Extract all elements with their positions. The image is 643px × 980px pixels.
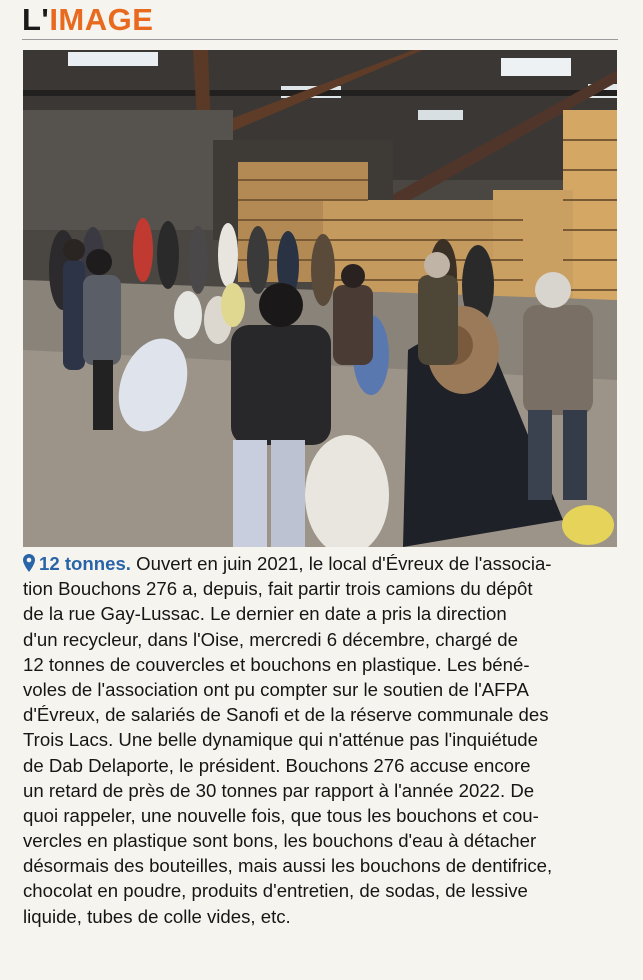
caption-line: liquide, tubes de colle vides, etc. bbox=[23, 905, 291, 927]
caption-line: de la rue Gay-Lussac. Le dernier en date a pris la direction bbox=[23, 603, 507, 625]
section-title-main: IMAGE bbox=[49, 2, 154, 37]
caption-line: chocolat en poudre, produits d'entretien, de sodas, de lessive bbox=[23, 880, 528, 902]
caption-line: Trois Lacs. Une belle dynamique qui n'atténue pas l'inquiétude bbox=[23, 729, 538, 751]
caption-line: de Dab Delaporte, le président. Bouchons 276 accuse encore bbox=[23, 754, 531, 776]
warehouse-scene-illustration bbox=[23, 50, 617, 547]
news-photo bbox=[23, 50, 617, 547]
caption-line: tion Bouchons 276 a, depuis, fait partir trois camions du dépôt bbox=[23, 578, 533, 600]
caption-text: Ouvert en juin 2021, le local d'Évreux de l'associa- bbox=[130, 553, 552, 574]
caption-line: 12 tonnes de couvercles et bouchons en plastique. Les béné- bbox=[23, 653, 530, 675]
section-title-prefix: L' bbox=[22, 2, 50, 37]
caption-line: voles de l'association ont pu compter sur le soutien de l'AFPA bbox=[23, 678, 529, 700]
caption-line bbox=[23, 551, 621, 576]
caption-line: quoi rappeler, une nouvelle fois, que tous les bouchons et cou- bbox=[23, 804, 539, 826]
photo-caption bbox=[23, 551, 621, 929]
caption-line: vercles en plastique sont bons, les bouchons d'eau à détacher bbox=[23, 830, 537, 852]
location-pin-icon bbox=[23, 554, 35, 572]
section-header bbox=[22, 2, 622, 40]
caption-line: désormais des bouteilles, mais aussi les bouchons de dentifrice, bbox=[23, 855, 553, 877]
section-title bbox=[22, 2, 153, 38]
header-divider bbox=[22, 39, 618, 40]
caption-line: un retard de près de 30 tonnes par rapport à l'année 2022. De bbox=[23, 779, 535, 801]
caption-line: d'un recycleur, dans l'Oise, mercredi 6 décembre, chargé de bbox=[23, 628, 518, 650]
caption-line: d'Évreux, de salariés de Sanofi et de la réserve communale des bbox=[23, 704, 549, 726]
caption-lead: 12 tonnes. bbox=[39, 553, 131, 574]
